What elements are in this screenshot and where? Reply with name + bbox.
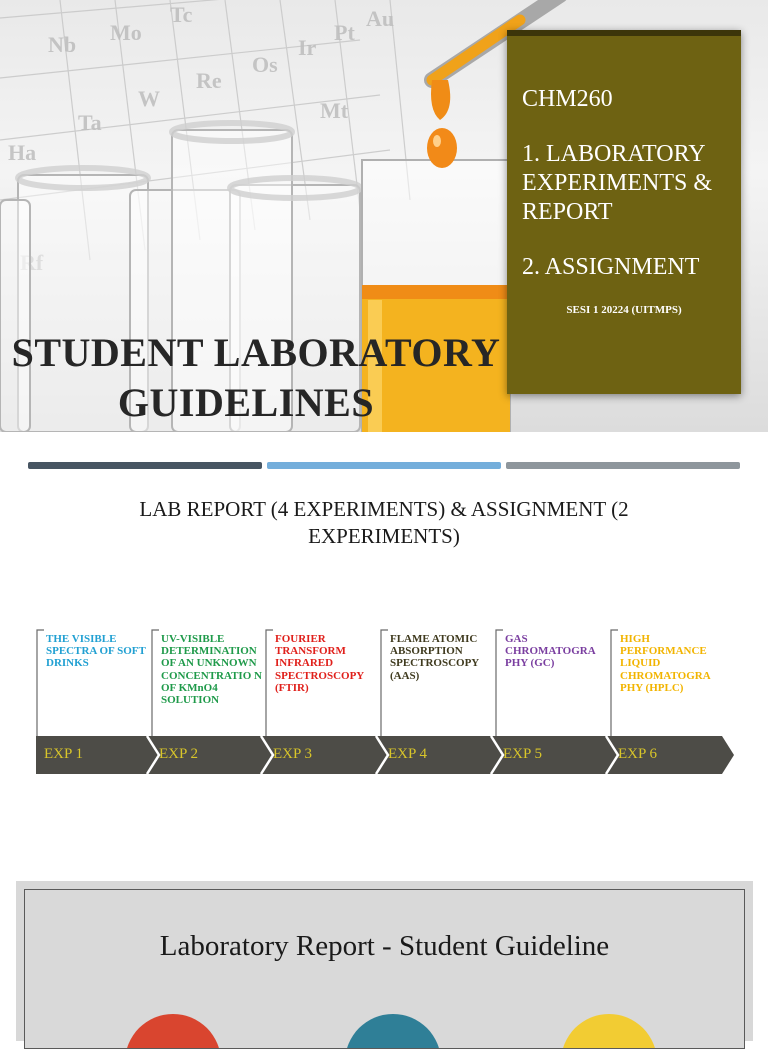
- session-label: SESI 1 20224 (UITMPS): [566, 304, 682, 316]
- svg-text:Ir: Ir: [298, 35, 317, 60]
- experiment-label: EXP 6: [618, 746, 658, 762]
- guideline-panel: [24, 889, 745, 1049]
- course-code: CHM260: [522, 86, 613, 112]
- experiment-label: EXP 2: [159, 746, 199, 762]
- experiment-description: UV-VISIBLE DETERMINATION OF AN UNKNOWN CONCENTRATIO N OF KMnO4 SOLUTION: [161, 633, 262, 707]
- experiment-description: THE VISIBLE SPECTRA OF SOFT DRINKS: [46, 633, 146, 670]
- experiment-description: GAS CHROMATOGRA PHY (GC): [505, 633, 596, 670]
- svg-text:Os: Os: [252, 52, 278, 77]
- svg-text:Mt: Mt: [320, 98, 349, 123]
- experiment-description: FOURIER TRANSFORM INFRARED SPECTROSCOPY (FTIR): [275, 633, 364, 694]
- experiment-label: EXP 5: [503, 746, 543, 762]
- svg-text:Au: Au: [366, 6, 395, 31]
- course-item-assignment: 2. ASSIGNMENT: [522, 254, 700, 280]
- title-line-1: STUDENT LABORATORY: [11, 330, 501, 375]
- course-info-box: [507, 30, 741, 394]
- svg-text:W: W: [138, 86, 160, 111]
- experiment-label: EXP 1: [44, 746, 84, 762]
- svg-text:Ha: Ha: [8, 140, 37, 165]
- svg-text:Re: Re: [196, 68, 222, 93]
- svg-text:Nb: Nb: [48, 32, 77, 57]
- experiment-card: [36, 628, 146, 736]
- svg-text:Pt: Pt: [334, 20, 355, 45]
- experiment-card: [610, 628, 720, 736]
- svg-text:Mo: Mo: [110, 20, 142, 45]
- title-line-2: GUIDELINES: [117, 380, 375, 425]
- experiment-timeline: [36, 628, 736, 778]
- page-title: [0, 328, 512, 428]
- svg-text:Ta: Ta: [78, 110, 102, 135]
- section-subtitle: LAB REPORT (4 EXPERIMENTS) & ASSIGNMENT (2 EXPERIMENTS): [139, 497, 629, 548]
- divider-segment-dark: [28, 462, 262, 469]
- experiment-card: [495, 628, 605, 736]
- experiment-description: HIGH PERFORMANCE LIQUID CHROMATOGRA PHY (HPLC): [620, 633, 711, 694]
- experiment-label: EXP 3: [273, 746, 313, 762]
- experiment-card: [380, 628, 490, 736]
- guideline-circle-teal: [345, 1014, 441, 1049]
- experiment-card: [265, 628, 375, 736]
- panel-title: Laboratory Report - Student Guideline: [159, 930, 610, 962]
- guideline-circle-red: [125, 1014, 221, 1049]
- svg-text:Tc: Tc: [170, 2, 193, 27]
- experiment-label: EXP 4: [388, 746, 428, 762]
- divider-segment-grey: [506, 462, 740, 469]
- experiment-card: [151, 628, 261, 736]
- course-item-lab-experiments: 1. LABORATORY EXPERIMENTS & REPORT: [522, 141, 713, 225]
- hero-banner: [0, 0, 768, 432]
- divider-segment-blue: [267, 462, 501, 469]
- experiment-description: FLAME ATOMIC ABSORPTION SPECTROSCOPY (AAS): [390, 633, 479, 682]
- guideline-circle-yellow: [561, 1014, 657, 1049]
